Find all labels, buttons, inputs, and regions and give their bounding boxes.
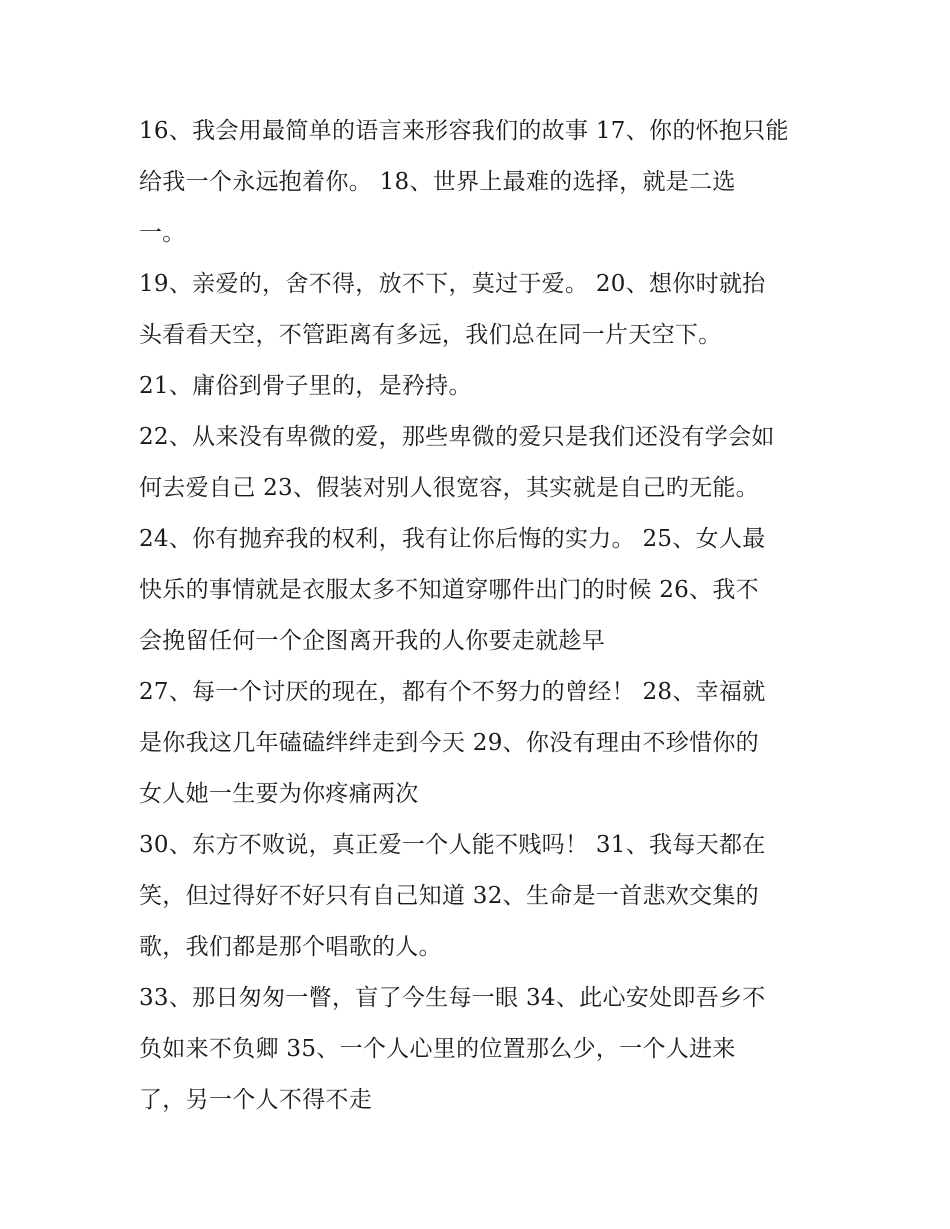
text-line-17: 歌，我们都是那个唱歌的人。 — [139, 934, 442, 960]
text-line-15: 30、东方不败说，真正爱一个人能不贱吗！ 31、我每天都在 — [139, 832, 766, 858]
text-line-3: 一。 — [139, 220, 186, 246]
text-line-4: 19、亲爱的，舍不得，放不下，莫过于爱。 20、想你时就抬 — [139, 271, 766, 297]
text-line-8: 何去爱自己 23、假装对别人很宽容，其实就是自己旳无能。 — [139, 475, 759, 501]
text-line-12: 27、每一个讨厌的现在，都有个不努力的曾经！ 28、幸福就 — [139, 679, 766, 705]
document-text-block — [139, 106, 819, 1126]
text-line-18: 33、那日匆匆一瞥，盲了今生每一眼 34、此心安处即吾乡不 — [139, 985, 766, 1011]
text-line-6: 21、庸俗到骨子里的，是矜持。 — [139, 373, 472, 399]
text-line-19: 负如来不负卿 35、一个人心里的位置那么少，一个人进来 — [139, 1036, 736, 1062]
text-line-20: 了，另一个人不得不走 — [139, 1087, 372, 1113]
text-line-5: 头看看天空，不管距离有多远，我们总在同一片天空下。 — [139, 322, 722, 348]
text-line-13: 是你我这几年磕磕绊绊走到今天 29、你没有理由不珍惜你的 — [139, 730, 759, 756]
text-line-2: 给我一个永远抱着你。 18、世界上最难的选择，就是二选 — [139, 169, 736, 195]
text-line-9: 24、你有抛弃我的权利，我有让你后悔的实力。 25、女人最 — [139, 526, 766, 552]
text-line-16: 笑，但过得好不好只有自己知道 32、生命是一首悲欢交集的 — [139, 883, 759, 909]
text-line-14: 女人她一生要为你疼痛两次 — [139, 781, 419, 807]
text-line-7: 22、从来没有卑微的爱，那些卑微的爱只是我们还没有学会如 — [139, 424, 775, 450]
text-line-1: 16、我会用最简单的语言来形容我们的故事 17、你的怀抱只能 — [139, 118, 789, 144]
text-line-10: 快乐的事情就是衣服太多不知道穿哪件出门的时候 26、我不 — [139, 577, 759, 603]
text-line-11: 会挽留任何一个企图离开我的人你要走就趁早 — [139, 628, 605, 654]
